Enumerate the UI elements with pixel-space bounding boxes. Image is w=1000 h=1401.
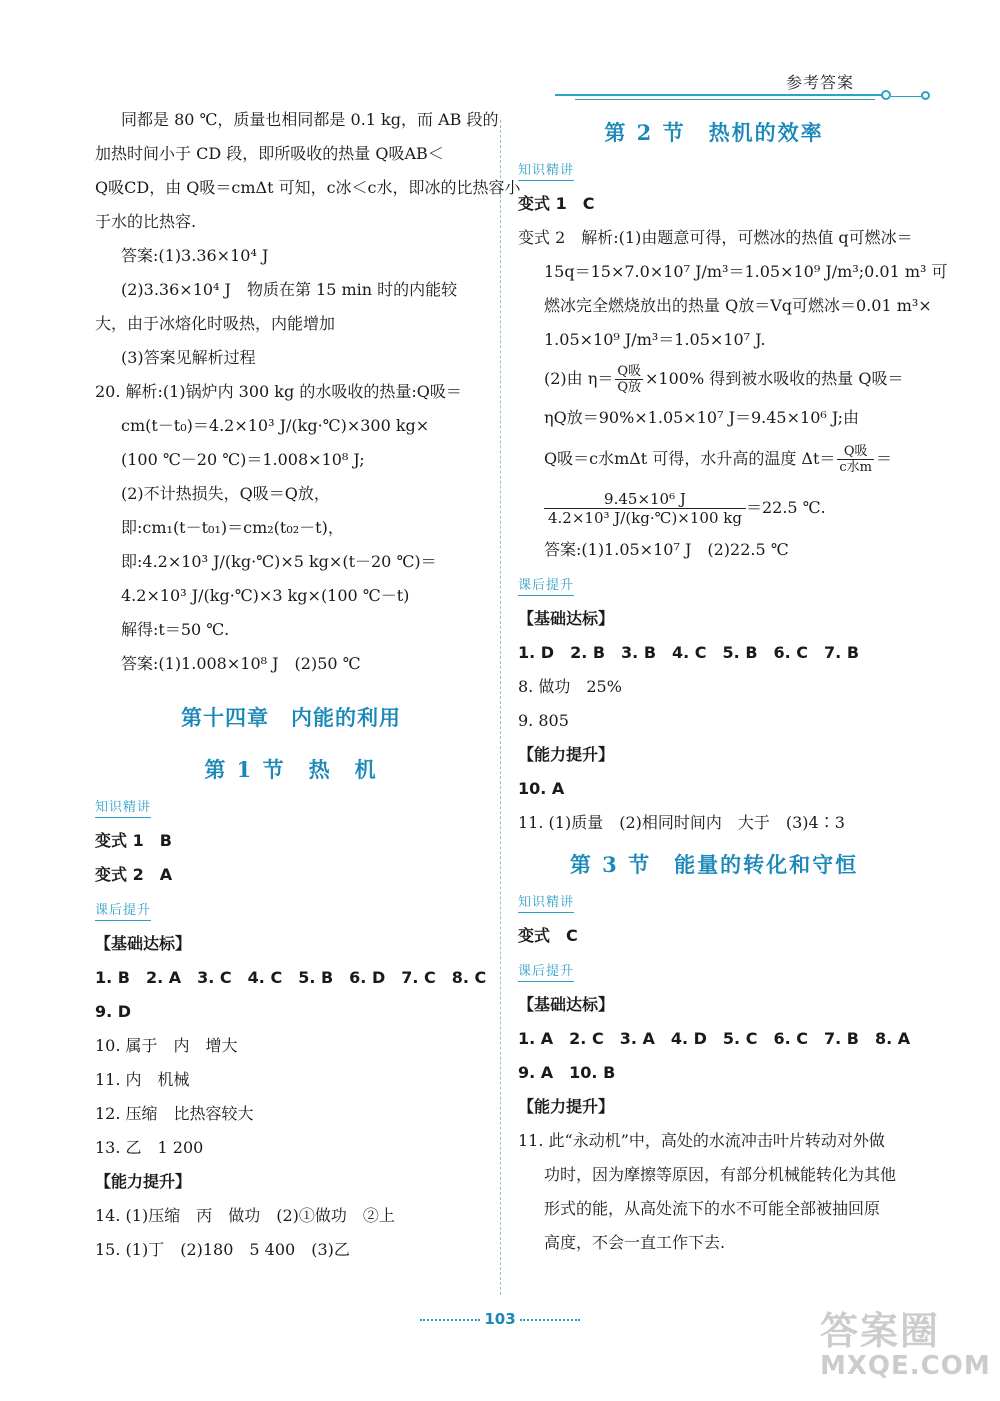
basic-label: 【基础达标】 [518, 609, 615, 628]
answer-row: 8. 做功 25% [518, 677, 622, 696]
answer-row: 10. A [518, 779, 565, 798]
watermark-url: MXQE.COM [820, 1351, 991, 1381]
fraction-numerator: Q吸 [837, 444, 874, 460]
fraction-denominator: 4.2×10³ J/(kg·℃)×100 kg [548, 509, 742, 527]
text-line: 变式 2 解析:(1)由题意可得，可燃冰的热值 q可燃冰＝ [518, 228, 913, 247]
text-line: 于水的比热容. [95, 212, 197, 231]
q20-line: (2)不计热损失，Q吸＝Q放， [121, 484, 330, 503]
variant-line: 变式 1 B [95, 831, 172, 850]
section-title: 第 2 节 热机的效率 [604, 120, 824, 145]
text-line: 1.05×10⁹ J/m³＝1.05×10⁷ J. [544, 330, 766, 349]
fraction-denominator: c水m [839, 460, 873, 475]
ability-label: 【能力提升】 [518, 1097, 615, 1116]
answer-line: (2)3.36×10⁴ J 物质在第 15 min 时的内能较 [121, 280, 458, 299]
page-number-rule-right [520, 1319, 580, 1321]
header-circle-icon [921, 91, 930, 100]
ability-label: 【能力提升】 [518, 745, 615, 764]
tag-after-class: 课后提升 [518, 577, 574, 596]
section-title: 第 3 节 能量的转化和守恒 [569, 852, 859, 877]
eta-prefix: (2)由 η＝ [544, 369, 614, 388]
watermark-logo [820, 1300, 991, 1381]
text-line: 15q＝15×7.0×10⁷ J/m³＝1.05×10⁹ J/m³;0.01 m³ 可 [544, 262, 948, 281]
dt-line [518, 435, 910, 483]
dt-suffix: ＝ [876, 449, 893, 468]
text-line: 燃冰完全燃烧放出的热量 Q放＝Vq可燃冰＝0.01 m³× [544, 296, 932, 315]
answer-row: 12. 压缩 比热容较大 [95, 1104, 254, 1123]
answer-row: 10. 属于 内 增大 [95, 1036, 238, 1055]
variant-line: 变式 1 C [518, 194, 595, 213]
eta-fraction [615, 364, 643, 395]
answer-row: 1. B 2. A 3. C 4. C 5. B 6. D 7. C 8. C [95, 968, 487, 987]
q20-line: 4.2×10³ J/(kg·℃)×3 kg×(100 ℃－t) [121, 586, 410, 605]
answer-row: 1. A 2. C 3. A 4. D 5. C 6. C 7. B 8. A [518, 1029, 911, 1048]
header-label: 参考答案 [786, 73, 855, 92]
header-rule [555, 94, 885, 96]
answer-line: 答案:(1)1.05×10⁷ J (2)22.5 ℃ [544, 540, 789, 559]
q20-line: 答案:(1)1.008×10⁸ J (2)50 ℃ [121, 654, 361, 673]
text-line: 同都是 80 ℃，质量也相同都是 0.1 kg，而 AB 段的 [121, 110, 499, 129]
tag-knowledge: 知识精讲 [518, 162, 574, 181]
q20-line: (100 ℃－20 ℃)＝1.008×10⁸ J; [121, 450, 365, 469]
answer-row: 1. D 2. B 3. B 4. C 5. B 6. C 7. B [518, 643, 860, 662]
page-number: 103 [484, 1310, 516, 1328]
tag-knowledge: 知识精讲 [518, 894, 574, 913]
answer-row: 15. (1)丁 (2)180 5 400 (3)乙 [95, 1240, 350, 1259]
section-title: 第 1 节 热 机 [204, 757, 378, 782]
answer-row: 形式的能，从高处流下的水不可能全部被抽回原 [544, 1199, 881, 1218]
answer-row: 9. 805 [518, 711, 569, 730]
q20-line: 即:cm₁(t－t₀₁)＝cm₂(t₀₂－t)， [121, 518, 344, 537]
ability-label: 【能力提升】 [95, 1172, 192, 1191]
header-circle-icon [881, 90, 891, 100]
answer-row: 13. 乙 1 200 [95, 1138, 204, 1157]
answer-line: 答案:(1)3.36×10⁴ J [121, 246, 269, 265]
basic-label: 【基础达标】 [95, 934, 192, 953]
watermark-text: 答案圈 [820, 1309, 941, 1353]
answer-row: 11. 内 机械 [95, 1070, 190, 1089]
tag-after-class: 课后提升 [95, 902, 151, 921]
text-line: ηQ放＝90%×1.05×10⁷ J＝9.45×10⁶ J;由 [544, 408, 860, 427]
q20-line: 20. 解析:(1)锅炉内 300 kg 的水吸收的热量:Q吸＝ [95, 382, 462, 401]
eta-suffix: ×100% 得到被水吸收的热量 Q吸＝ [645, 369, 904, 388]
chapter-title: 第十四章 内能的利用 [181, 705, 401, 730]
page-number-rule-left [420, 1319, 480, 1321]
dt-prefix: Q吸＝c水mΔt 可得，水升高的温度 Δt＝ [544, 449, 836, 468]
q20-line: cm(t－t₀)＝4.2×10³ J/(kg·℃)×300 kg× [121, 416, 430, 435]
answer-row: 11. 此“永动机”中，高处的水流冲击叶片转动对外做 [518, 1131, 885, 1150]
column-divider [500, 120, 501, 1295]
header-connector [891, 96, 921, 97]
q20-line: 解得:t＝50 ℃. [121, 620, 230, 639]
tag-after-class: 课后提升 [518, 963, 574, 982]
fraction-denominator: Q放 [617, 380, 642, 395]
calc-line [518, 483, 910, 533]
answer-line: (3)答案见解析过程 [121, 348, 256, 367]
answer-row: 高度，不会一直工作下去. [544, 1233, 726, 1252]
answer-row: 14. (1)压缩 丙 做功 (2)①做功 ②上 [95, 1206, 395, 1225]
q20-line: 即:4.2×10³ J/(kg·℃)×5 kg×(t－20 ℃)＝ [121, 552, 437, 571]
answer-line: 大，由于冰熔化时吸热，内能增加 [95, 314, 336, 333]
header-rule-thin [575, 99, 875, 100]
text-line: 加热时间小于 CD 段，即所吸收的热量 Q吸AB＜ [95, 144, 444, 163]
answer-row: 9. D [95, 1002, 132, 1021]
basic-label: 【基础达标】 [518, 995, 615, 1014]
eta-line [518, 357, 910, 401]
right-column [518, 114, 948, 1260]
answer-row: 11. (1)质量 (2)相同时间内 大于 (3)4∶3 [518, 813, 845, 832]
variant-line: 变式 C [518, 926, 578, 945]
tag-knowledge: 知识精讲 [95, 799, 151, 818]
left-column [95, 103, 521, 1267]
calc-suffix: ＝22.5 ℃. [745, 498, 826, 517]
text-line: Q吸CD，由 Q吸＝cmΔt 可知，c冰＜c水，即冰的比热容小 [95, 178, 521, 197]
fraction-numerator: 9.45×10⁶ J [544, 490, 746, 509]
fraction-numerator: Q吸 [617, 364, 642, 379]
answer-row: 9. A 10. B [518, 1063, 616, 1082]
answer-row: 功时，因为摩擦等原因，有部分机械能转化为其他 [544, 1165, 897, 1184]
dt-fraction [837, 444, 874, 475]
variant-line: 变式 2 A [95, 865, 173, 884]
calc-fraction [544, 490, 746, 527]
